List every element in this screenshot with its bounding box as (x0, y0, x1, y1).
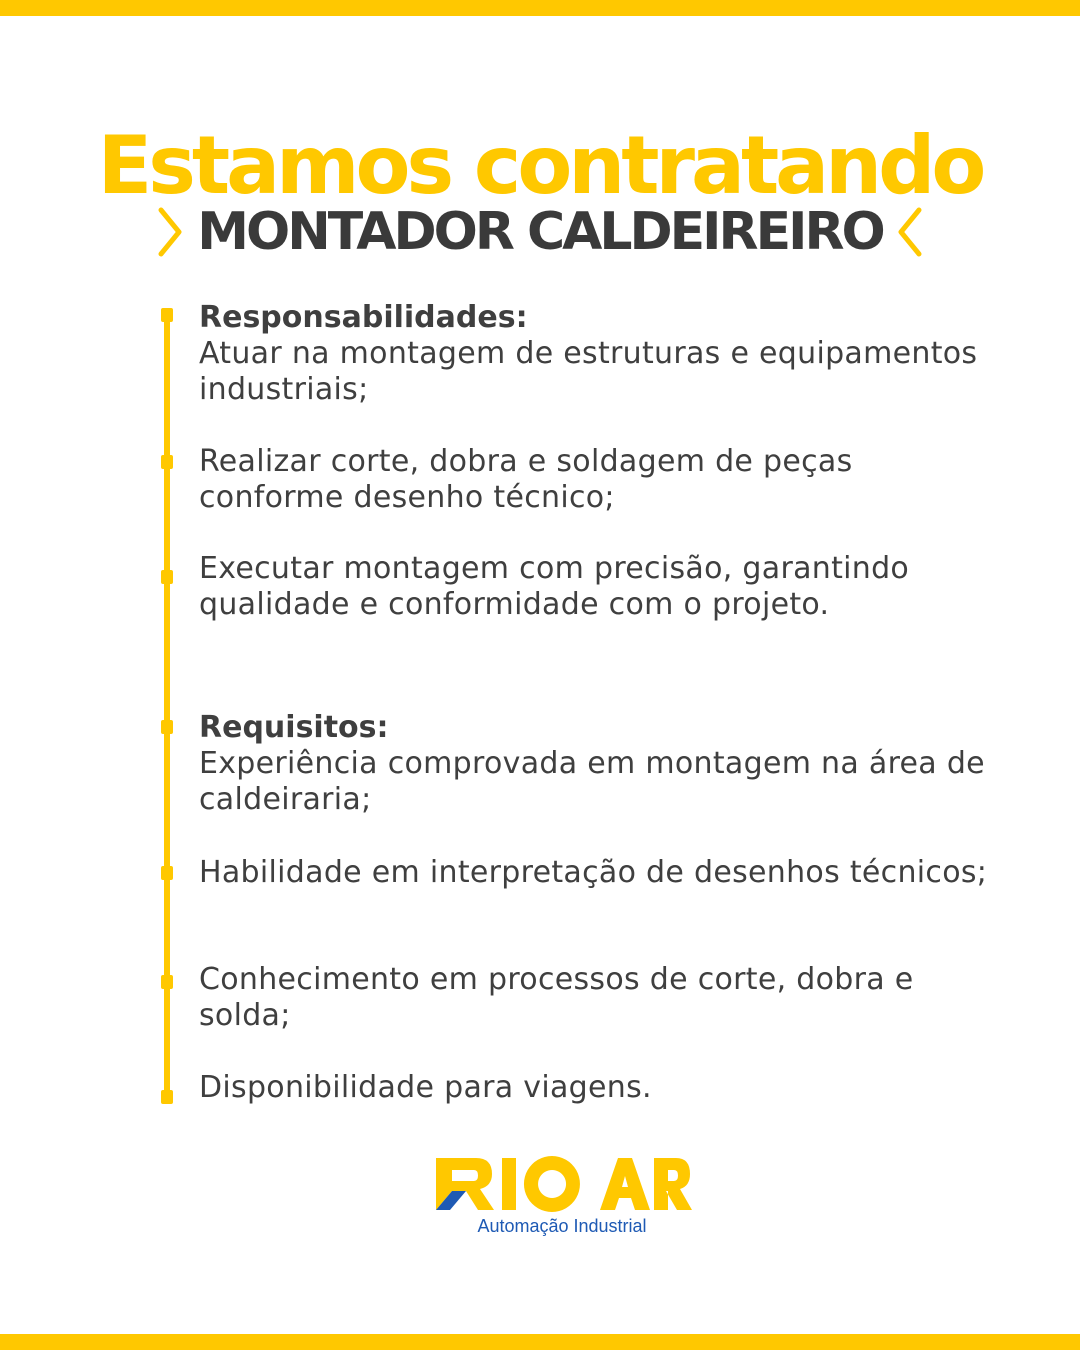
timeline-dot (161, 975, 173, 989)
requirement-text: Experiência comprovada em montagem na área de caldeiraria; (199, 746, 985, 817)
list-item (199, 1070, 989, 1106)
job-title: MONTADOR CALDEIREIRO (197, 202, 883, 262)
responsibility-text: Executar montagem com precisão, garantindo qualidade e conformidade com o projeto. (199, 551, 910, 622)
timeline-dot (161, 308, 173, 322)
section-heading-responsabilidades: Responsabilidades: (199, 300, 528, 335)
timeline-dot (161, 455, 173, 469)
list-item (199, 710, 989, 818)
list-item (199, 444, 989, 516)
logo-wordmark (432, 1152, 692, 1216)
list-item (199, 551, 989, 623)
timeline-dot (161, 570, 173, 584)
responsibility-text: Realizar corte, dobra e soldagem de peças conforme desenho técnico; (199, 444, 853, 515)
subtitle-row (0, 198, 1080, 266)
list-item (199, 300, 989, 408)
timeline-dot (161, 720, 173, 734)
section-heading-requisitos: Requisitos: (199, 710, 389, 745)
timeline-dot (161, 866, 173, 880)
bottom-accent-bar (0, 1334, 1080, 1350)
timeline-dot (161, 1090, 173, 1104)
chevron-left-icon (895, 206, 925, 258)
list-item (199, 855, 989, 891)
requirement-text: Habilidade em interpretação de desenhos técnicos; (199, 855, 988, 890)
responsibility-text: Atuar na montagem de estruturas e equipamentos industriais; (199, 336, 978, 407)
list-item (199, 962, 989, 1034)
requirement-text: Disponibilidade para viagens. (199, 1070, 652, 1105)
top-accent-bar (0, 0, 1080, 16)
requirement-text: Conhecimento em processos de corte, dobra e solda; (199, 962, 914, 1033)
chevron-right-icon (155, 206, 185, 258)
page-title: Estamos contratando (97, 119, 983, 212)
logo-tagline: Automação Industrial (477, 1216, 647, 1236)
